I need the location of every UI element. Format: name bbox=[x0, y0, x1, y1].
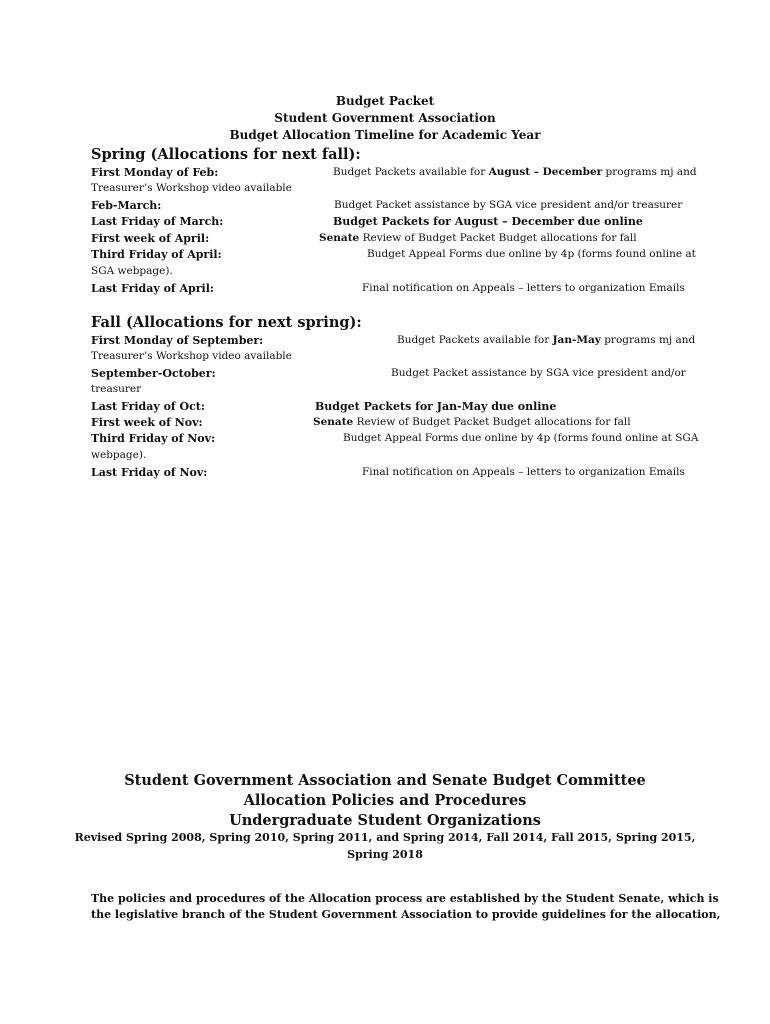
header-subtitle: Budget Allocation Timeline for Academic Year bbox=[229, 128, 541, 142]
spring-row-3-text: Budget Packets for August – December due online bbox=[333, 215, 643, 228]
spring-row-6-text: Final notification on Appeals – letters to organization Emails bbox=[362, 282, 685, 294]
fall-row-2-continuation: treasurer bbox=[91, 383, 142, 395]
fall-heading: Fall (Allocations for next spring): bbox=[91, 314, 362, 331]
fall-row-3-text: Budget Packets for Jan-May due online bbox=[315, 400, 557, 413]
revision-history: Revised Spring 2008, Spring 2010, Spring 2011, and Spring 2014, Fall 2014, Fall 2015, Spring 2015, bbox=[74, 831, 696, 844]
spring-row-1-continuation: Treasurer’s Workshop video available bbox=[91, 182, 292, 194]
spring-row-5-text: Budget Appeal Forms due online by 4p (forms found online at bbox=[367, 248, 696, 260]
policies-title: Student Government Association and Senate Budget Committee bbox=[124, 772, 646, 789]
spring-row-1-label: First Monday of Feb: bbox=[91, 166, 219, 179]
spring-row-5-label: Third Friday of April: bbox=[91, 248, 222, 261]
fall-row-1-text: Budget Packets available for Jan-May programs mj and bbox=[397, 334, 696, 346]
header-organization: Student Government Association bbox=[274, 111, 496, 125]
spring-row-4-label: First week of April: bbox=[91, 232, 210, 245]
policies-paragraph-line-2: the legislative branch of the Student Government Association to provide guidelines for the allocation, bbox=[91, 908, 721, 921]
policies-subtitle: Allocation Policies and Procedures bbox=[243, 792, 527, 809]
fall-row-5-text: Budget Appeal Forms due online by 4p (forms found online at SGA bbox=[343, 432, 699, 444]
fall-row-6-label: Last Friday of Nov: bbox=[91, 466, 208, 479]
fall-row-1-label: First Monday of September: bbox=[91, 334, 264, 347]
fall-row-1-continuation: Treasurer’s Workshop video available bbox=[91, 350, 292, 362]
fall-row-2-text: Budget Packet assistance by SGA vice president and/or bbox=[391, 367, 686, 379]
fall-row-6-text: Final notification on Appeals – letters to organization Emails bbox=[362, 466, 685, 478]
spring-row-2-text: Budget Packet assistance by SGA vice president and/or treasurer bbox=[334, 199, 683, 211]
spring-row-3-label: Last Friday of March: bbox=[91, 215, 224, 228]
header-title: Budget Packet bbox=[335, 94, 435, 108]
fall-row-3-label: Last Friday of Oct: bbox=[91, 400, 205, 413]
spring-row-5-continuation: SGA webpage). bbox=[91, 265, 173, 277]
fall-row-5-label: Third Friday of Nov: bbox=[91, 432, 216, 445]
fall-row-2-label: September-October: bbox=[91, 367, 216, 380]
fall-row-5-continuation: webpage). bbox=[91, 449, 147, 461]
fall-row-4-text: Senate Review of Budget Packet Budget allocations for fall bbox=[313, 416, 631, 428]
revision-history-continued: Spring 2018 bbox=[347, 848, 423, 861]
spring-row-6-label: Last Friday of April: bbox=[91, 282, 214, 295]
spring-row-1-text: Budget Packets available for August – December programs mj and bbox=[333, 166, 697, 178]
spring-row-4-text: Senate Review of Budget Packet Budget allocations for fall bbox=[319, 232, 637, 244]
spring-row-2-label: Feb-March: bbox=[91, 199, 162, 212]
policies-paragraph-line-1: The policies and procedures of the Allocation process are established by the Student Senate, which is bbox=[91, 892, 719, 905]
spring-heading: Spring (Allocations for next fall): bbox=[91, 146, 361, 163]
policies-audience: Undergraduate Student Organizations bbox=[229, 812, 541, 829]
fall-row-4-label: First week of Nov: bbox=[91, 416, 203, 429]
